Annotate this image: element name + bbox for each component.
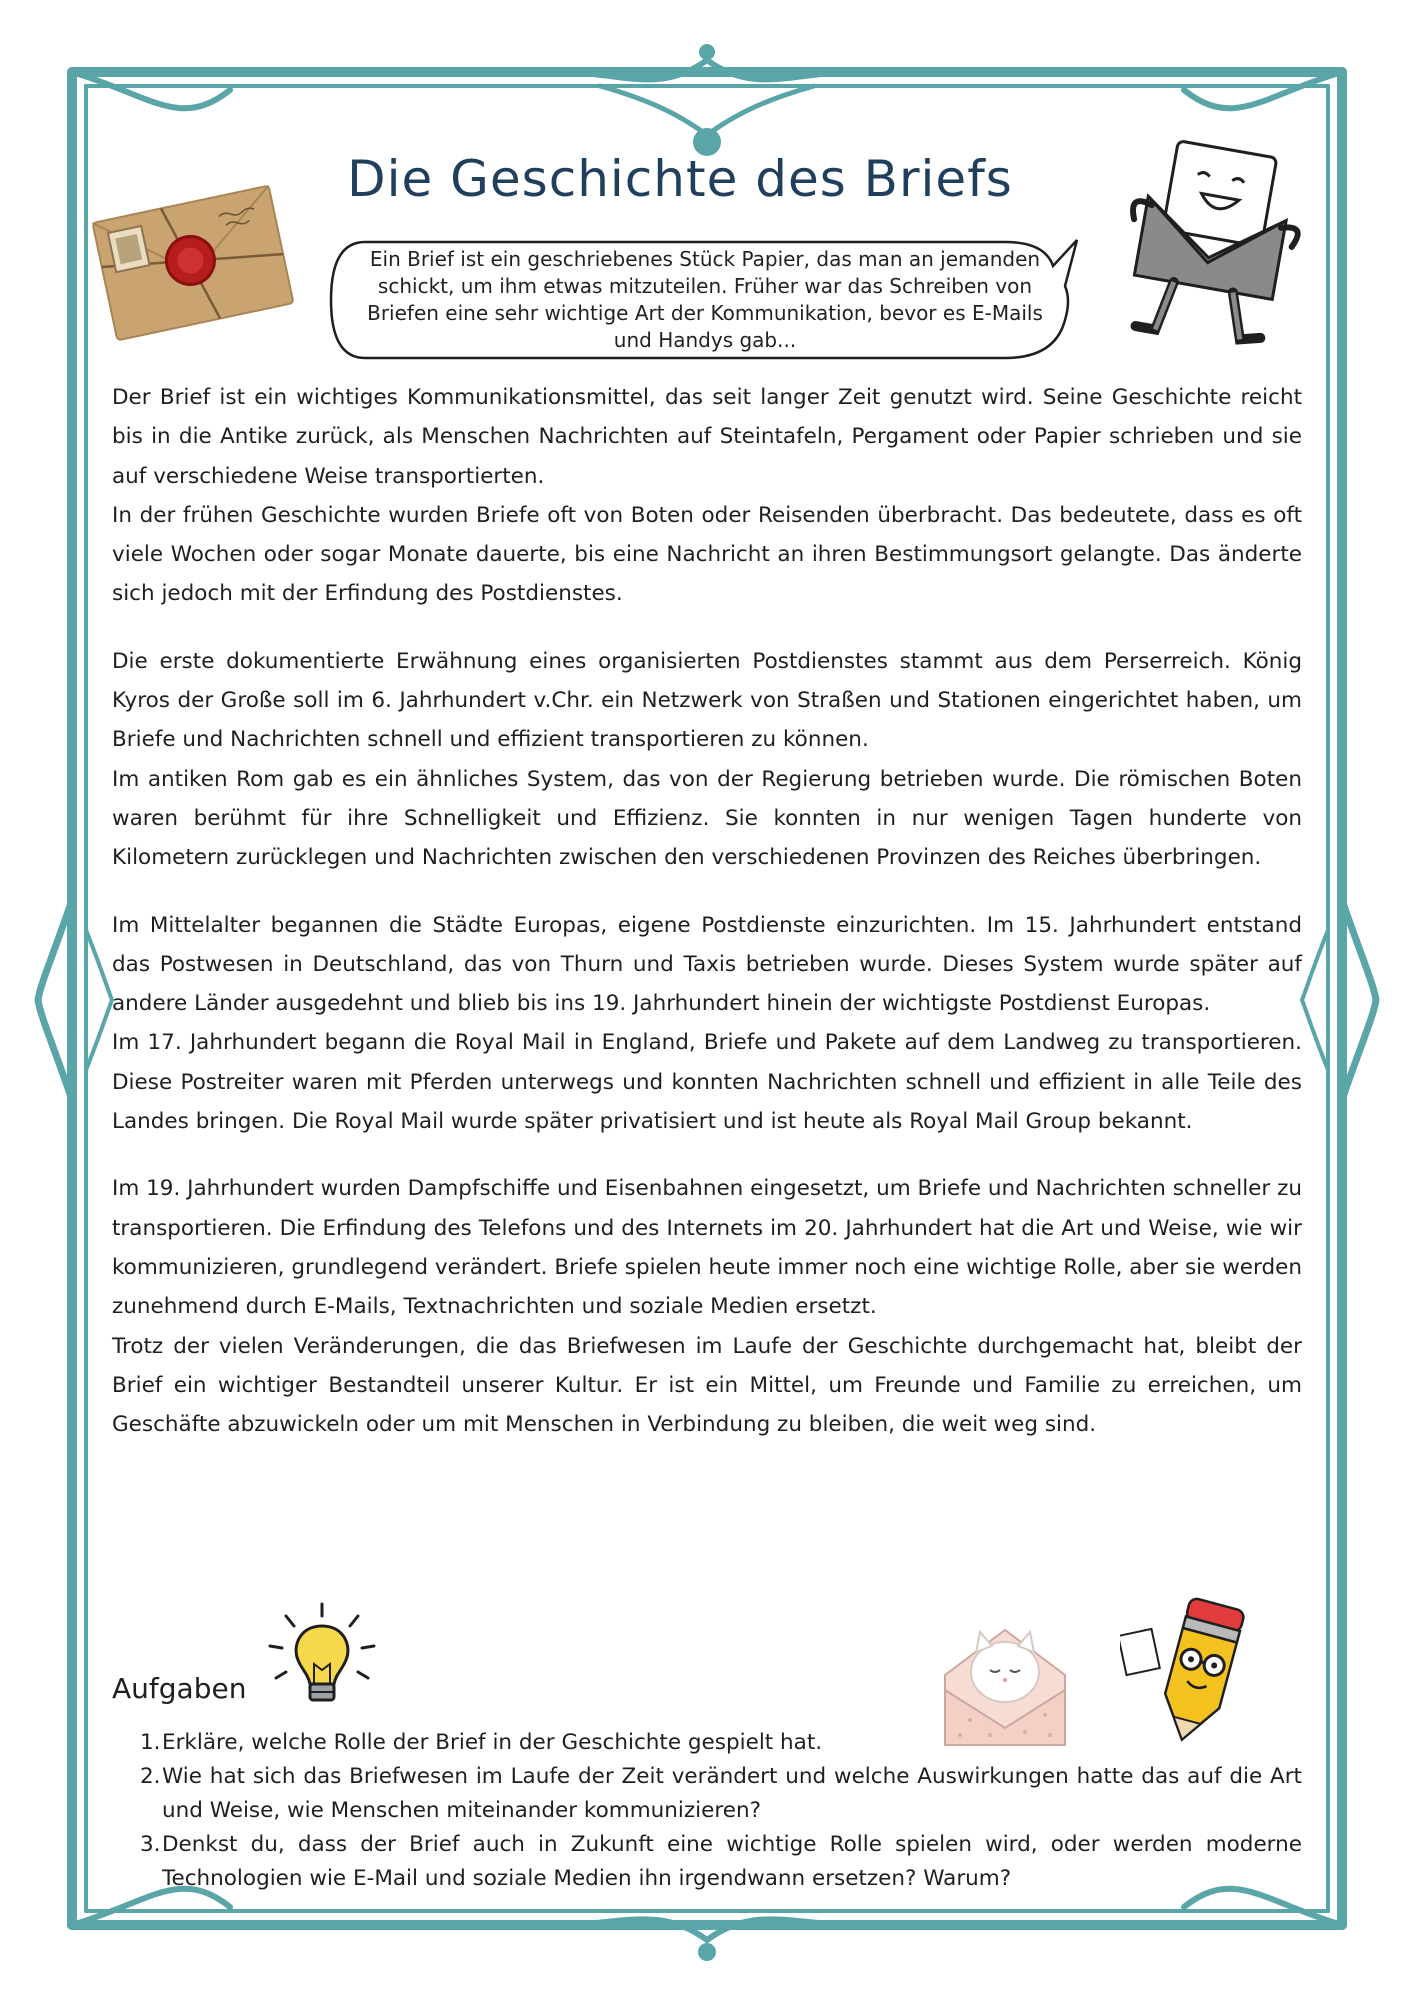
speech-bubble xyxy=(325,236,1085,364)
task-number: 1. xyxy=(140,1730,161,1755)
paragraph: Im antiken Rom gab es ein ähnliches System, das von der Regierung betrieben wurde. Die römischen Boten waren berühmt für ihre Schnelligkeit und Effizienz. Sie konnten in nur wenigen Tagen hunderte von Kilometern zurücklegen und Nachrichten zwischen den verschiedenen Provinzen des Reiches überbringen. xyxy=(112,766,1302,871)
paragraph: Trotz der vielen Veränderungen, die das Briefwesen im Laufe der Geschichte durchgemacht hat, bleibt der Brief ein wichtiger Bestandteil unserer Kultur. Er ist ein Mittel, um Freunde und Familie zu erreichen, um Geschäfte abzuwickeln oder um mit Menschen in Verbindung zu bleiben, die weit weg sind. xyxy=(112,1333,1302,1438)
list-item xyxy=(140,1760,1302,1828)
task-text: Erkläre, welche Rolle der Brief in der Geschichte gespielt hat. xyxy=(162,1730,823,1755)
paragraph: Im 19. Jahrhundert wurden Dampfschiffe und Eisenbahnen eingesetzt, um Briefe und Nachrichten schneller zu transportieren. Die Erfindung des Telefons und des Internets im 20. Jahrhundert hat die Art und Weise, wie wir kommunizieren, grundlegend verändert. Briefe spielen heute immer noch eine wichtige Rolle, aber sie werden zunehmend durch E-Mails, Textnachrichten und soziale Medien ersetzt. xyxy=(112,1176,1302,1320)
paragraph-gap xyxy=(112,1141,1302,1169)
paragraph: Im 17. Jahrhundert begann die Royal Mail in England, Briefe und Pakete auf dem Landweg zu transportieren. Diese Postreiter waren mit Pferden unterwegs und konnten Nachrichten schnell und effizient in alle Teile des Landes bringen. Die Royal Mail wurde später privatisiert und ist heute als Royal Mail Group bekannt. xyxy=(112,1030,1302,1135)
paragraph: Im Mittelalter begannen die Städte Europas, eigene Postdienste einzurichten. Im 15. Jahrhundert entstand das Postwesen in Deutschland, das von Thurn und Taxis betrieben wurde. Dieses System wurde später auf andere Länder ausgedehnt und blieb bis ins 19. Jahrhundert hinein der wichtigste Postdienst Europas. xyxy=(112,912,1302,1017)
task-list xyxy=(140,1726,1302,1896)
task-number: 3. xyxy=(140,1832,161,1857)
task-text: Denkst du, dass der Brief auch in Zukunft eine wichtige Rolle spielen wird, oder werden moderne Technologien wie E-Mail und soziale Medien ihn irgendwann ersetzen? Warum? xyxy=(162,1832,1302,1891)
paragraph-gap xyxy=(112,878,1302,906)
paragraph: Die erste dokumentierte Erwähnung eines organisierten Postdienstes stammt aus dem Perserreich. König Kyros der Große soll im 6. Jahrhundert v.Chr. ein Netzwerk von Straßen und Stationen eingerichtet haben, um Briefe und Nachrichten schnell und effizient transportieren zu können. xyxy=(112,648,1302,753)
list-item xyxy=(140,1828,1302,1896)
main-text xyxy=(112,378,1302,1444)
lightbulb-icon xyxy=(262,1598,382,1718)
list-item xyxy=(140,1726,1302,1760)
task-text: Wie hat sich das Briefwesen im Laufe der Zeit verändert und welche Auswirkungen hatte das auf die Art und Weise, wie Menschen miteinander kommunizieren? xyxy=(162,1764,1302,1823)
task-number: 2. xyxy=(140,1764,161,1789)
page-title: Die Geschichte des Briefs xyxy=(347,150,1013,208)
sealed-envelope-icon xyxy=(88,178,298,348)
paragraph-gap xyxy=(112,614,1302,642)
tasks-heading: Aufgaben xyxy=(112,1672,247,1705)
paragraph: Der Brief ist ein wichtiges Kommunikationsmittel, das seit langer Zeit genutzt wird. Seine Geschichte reicht bis in die Antike zurück, als Menschen Nachrichten auf Steintafeln, Pergament oder Papier schrieben und sie auf verschiedene Weise transportierten. xyxy=(112,385,1302,489)
letter-mascot-icon xyxy=(1112,138,1312,358)
paragraph: In der frühen Geschichte wurden Briefe oft von Boten oder Reisenden überbracht. Das bedeutete, dass es oft viele Wochen oder sogar Monate dauerte, bis eine Nachricht an ihren Bestimmungsort gelangte. Das änderte sich jedoch mit der Erfindung des Postdienstes. xyxy=(112,502,1302,607)
intro-text: Ein Brief ist ein geschriebenes Stück Papier, das man an jemanden schickt, um ihm etwas mitzuteilen. Früher war das Schreiben von Briefen eine sehr wichtige Art der Kommunikation, bevor es E-Mails und Handys gab... xyxy=(367,247,1043,352)
